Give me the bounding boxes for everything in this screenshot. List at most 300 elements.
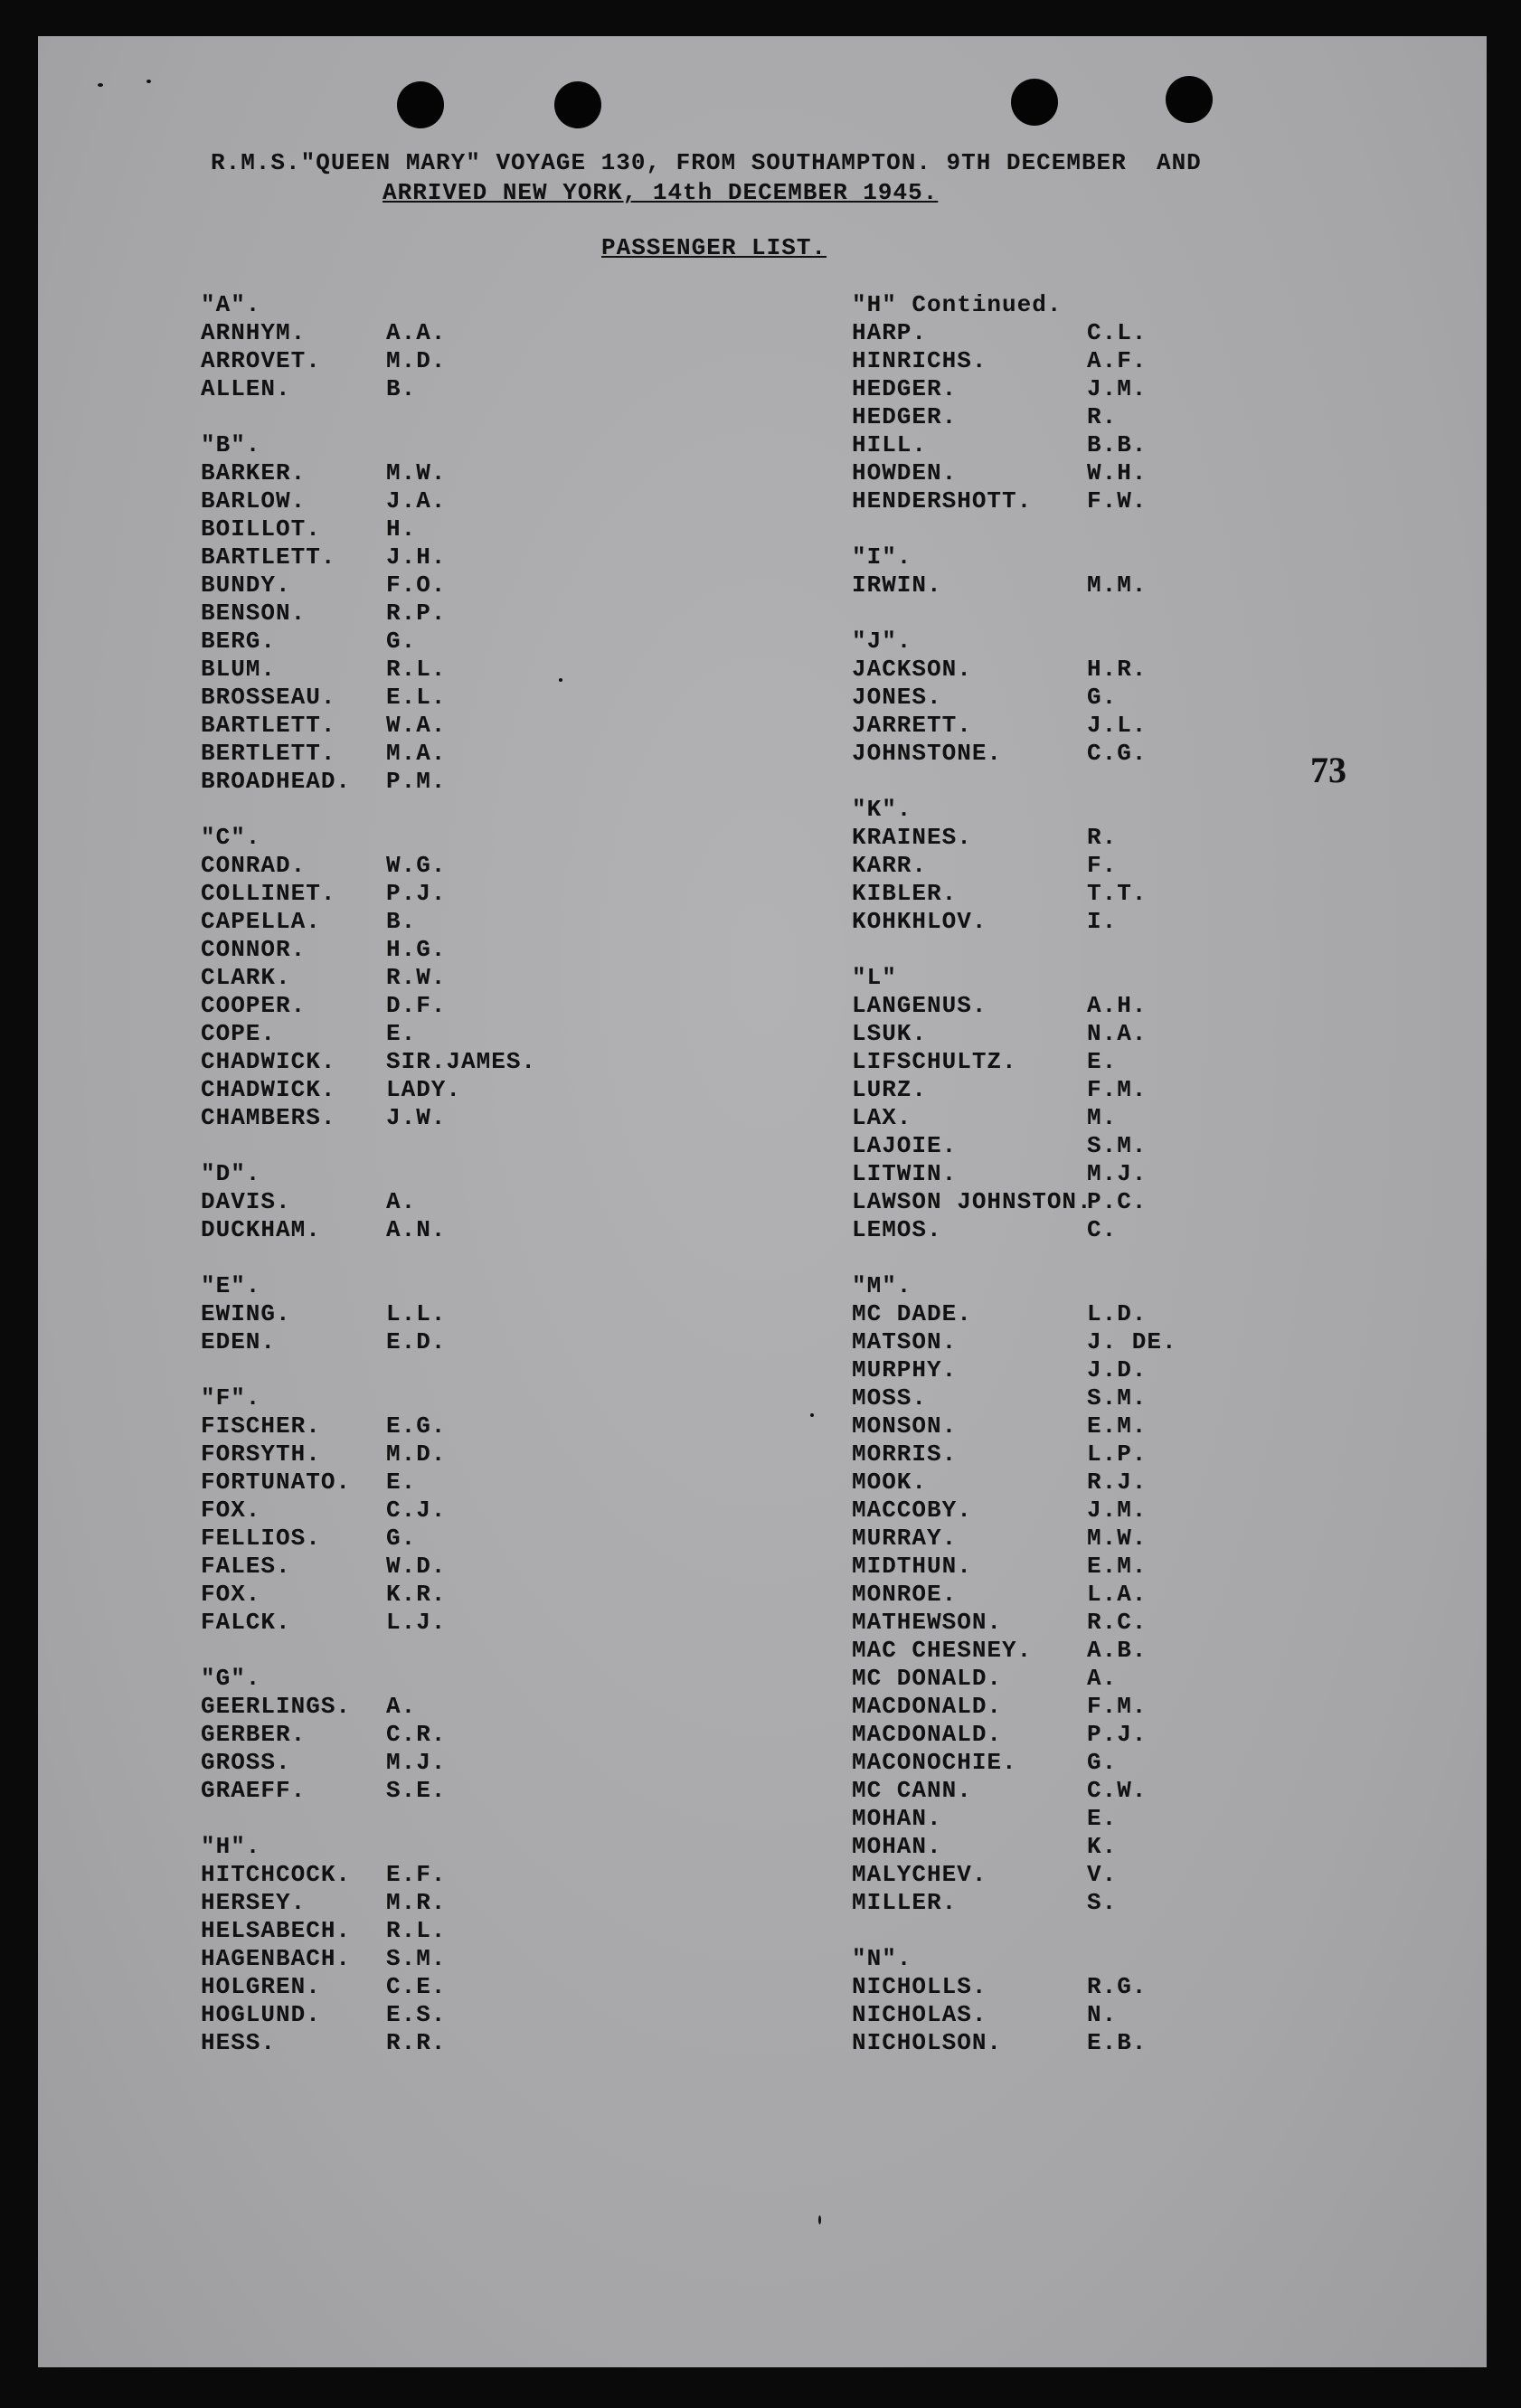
passenger-entry <box>201 487 536 515</box>
passenger-entry <box>852 1300 1177 1328</box>
section-gap <box>852 936 1177 964</box>
passenger-surname: CHADWICK. <box>201 1076 336 1103</box>
passenger-surname: MURPHY. <box>852 1356 958 1383</box>
passenger-entry <box>852 2001 1177 2029</box>
passenger-surname: LSUK. <box>852 1020 928 1047</box>
passenger-entry <box>201 1777 536 1805</box>
passenger-surname: MC DONALD. <box>852 1665 1003 1692</box>
passenger-initials: M.W. <box>386 459 447 486</box>
passenger-entry <box>201 1104 536 1132</box>
passenger-entry <box>201 2029 536 2057</box>
passenger-entry <box>852 1328 1177 1356</box>
passenger-surname: FISCHER. <box>201 1412 321 1440</box>
passenger-surname: BERTLETT. <box>201 740 336 767</box>
passenger-surname: HILL. <box>852 431 928 458</box>
passenger-initials: L.P. <box>1087 1440 1148 1468</box>
passenger-surname: ARNHYM. <box>201 319 307 346</box>
punch-hole-4 <box>1166 76 1213 123</box>
passenger-initials: J.M. <box>1087 375 1148 402</box>
section-letter-header: "I". <box>852 543 912 571</box>
passenger-surname: LANGENUS. <box>852 992 987 1019</box>
passenger-surname: ARROVET. <box>201 347 321 374</box>
passenger-entry <box>852 1889 1177 1917</box>
passenger-entry <box>201 768 536 796</box>
passenger-initials: R.L. <box>386 656 447 683</box>
passenger-entry <box>852 1048 1177 1076</box>
passenger-entry <box>852 1833 1177 1861</box>
passenger-surname: LAJOIE. <box>852 1132 958 1159</box>
page-number: 73 <box>1310 750 1346 790</box>
passenger-surname: MILLER. <box>852 1889 958 1916</box>
passenger-entry <box>201 1581 536 1609</box>
passenger-surname: FELLIOS. <box>201 1525 321 1552</box>
passenger-initials: F.M. <box>1087 1076 1148 1103</box>
passenger-entry <box>852 2029 1177 2057</box>
passenger-initials: J. DE. <box>1087 1328 1177 1355</box>
passenger-entry <box>852 1497 1177 1525</box>
section-letter-header: "G". <box>201 1665 261 1692</box>
passenger-surname: JARRETT. <box>852 712 972 739</box>
passenger-surname: HAGENBACH. <box>201 1945 352 1972</box>
ink-speck <box>146 80 151 83</box>
passenger-entry <box>852 1665 1177 1693</box>
passenger-entry <box>201 1917 536 1945</box>
passenger-entry <box>201 852 536 880</box>
passenger-initials: S. <box>1087 1889 1118 1916</box>
passenger-initials: P.J. <box>386 880 447 907</box>
passenger-initials: R.W. <box>386 964 447 991</box>
ink-speck <box>810 1413 814 1417</box>
passenger-entry <box>201 656 536 684</box>
passenger-initials: W.H. <box>1087 459 1148 486</box>
passenger-surname: BARLOW. <box>201 487 307 515</box>
section-gap <box>852 600 1177 628</box>
document-title-line-2: ARRIVED NEW YORK, 14th DECEMBER 1945. <box>383 179 939 206</box>
passenger-initials: L.J. <box>386 1609 447 1636</box>
passenger-surname: CHAMBERS. <box>201 1104 336 1131</box>
passenger-initials: R.R. <box>386 2029 447 2056</box>
passenger-entry <box>852 1412 1177 1440</box>
passenger-surname: FOX. <box>201 1581 261 1608</box>
passenger-entry <box>201 1721 536 1749</box>
passenger-initials: M.D. <box>386 1440 447 1468</box>
passenger-initials: SIR.JAMES. <box>386 1048 537 1075</box>
passenger-initials: R.C. <box>1087 1609 1148 1636</box>
passenger-entry <box>201 992 536 1020</box>
passenger-initials: A. <box>1087 1665 1118 1692</box>
passenger-surname: MATSON. <box>852 1328 958 1355</box>
passenger-initials: E.L. <box>386 684 447 711</box>
section-letter-header: "H". <box>201 1833 261 1860</box>
passenger-initials: J.A. <box>386 487 447 515</box>
passenger-surname: MC CANN. <box>852 1777 972 1804</box>
passenger-entry <box>201 1412 536 1440</box>
passenger-initials: W.A. <box>386 712 447 739</box>
passenger-initials: D.F. <box>386 992 447 1019</box>
passenger-initials: G. <box>386 628 417 655</box>
passenger-initials: F.W. <box>1087 487 1148 515</box>
passenger-surname: KOHKHLOV. <box>852 908 987 935</box>
passenger-entry <box>201 1973 536 2001</box>
passenger-surname: COPE. <box>201 1020 277 1047</box>
passenger-surname: FORSYTH. <box>201 1440 321 1468</box>
passenger-entry <box>201 1497 536 1525</box>
passenger-entry <box>201 684 536 712</box>
passenger-surname: FALES. <box>201 1553 291 1580</box>
passenger-surname: MIDTHUN. <box>852 1553 972 1580</box>
passenger-initials: K.R. <box>386 1581 447 1608</box>
passenger-entry <box>852 1525 1177 1553</box>
passenger-entry <box>852 1805 1177 1833</box>
passenger-surname: MACDONALD. <box>852 1693 1003 1720</box>
passenger-entry <box>201 1020 536 1048</box>
passenger-surname: EDEN. <box>201 1328 277 1355</box>
passenger-surname: MOOK. <box>852 1468 928 1496</box>
passenger-surname: BLUM. <box>201 656 277 683</box>
passenger-surname: JOHNSTONE. <box>852 740 1003 767</box>
ink-speck <box>559 678 562 682</box>
passenger-surname: HENDERSHOTT. <box>852 487 1033 515</box>
passenger-initials: E.G. <box>386 1412 447 1440</box>
passenger-surname: LAWSON JOHNSTON. <box>852 1188 1092 1215</box>
passenger-list-heading: PASSENGER LIST. <box>601 234 827 261</box>
passenger-surname: MONROE. <box>852 1581 958 1608</box>
passenger-surname: HELSABECH. <box>201 1917 352 1944</box>
passenger-surname: COOPER. <box>201 992 307 1019</box>
passenger-initials: M.D. <box>386 347 447 374</box>
passenger-surname: BUNDY. <box>201 571 291 599</box>
passenger-surname: BROADHEAD. <box>201 768 352 795</box>
punch-hole-1 <box>397 81 444 128</box>
punch-hole-2 <box>554 81 601 128</box>
passenger-entry <box>852 1749 1177 1777</box>
passenger-initials: L.D. <box>1087 1300 1148 1327</box>
passenger-entry <box>201 712 536 740</box>
section-gap <box>201 1805 536 1833</box>
passenger-surname: HOLGREN. <box>201 1973 321 2000</box>
passenger-initials: S.M. <box>1087 1384 1148 1412</box>
passenger-entry <box>201 1889 536 1917</box>
passenger-surname: BOILLOT. <box>201 515 321 543</box>
passenger-initials: M.J. <box>1087 1160 1148 1187</box>
passenger-surname: KARR. <box>852 852 928 879</box>
passenger-entry <box>201 543 536 571</box>
passenger-entry <box>201 319 536 347</box>
passenger-entry <box>852 375 1177 403</box>
passenger-entry <box>201 1468 536 1497</box>
passenger-entry <box>852 684 1177 712</box>
passenger-initials: H.R. <box>1087 656 1148 683</box>
passenger-surname: LAX. <box>852 1104 912 1131</box>
passenger-surname: HERSEY. <box>201 1889 307 1916</box>
passenger-initials: R. <box>1087 824 1118 851</box>
passenger-initials: E.F. <box>386 1861 447 1888</box>
passenger-initials: S.M. <box>386 1945 447 1972</box>
passenger-initials: W.D. <box>386 1553 447 1580</box>
passenger-entry <box>852 1468 1177 1497</box>
passenger-initials: A. <box>386 1188 417 1215</box>
passenger-entry <box>852 1973 1177 2001</box>
passenger-initials: P.J. <box>1087 1721 1148 1748</box>
passenger-surname: CAPELLA. <box>201 908 321 935</box>
passenger-surname: BARTLETT. <box>201 712 336 739</box>
passenger-entry <box>201 1945 536 1973</box>
passenger-initials: E.S. <box>386 2001 447 2028</box>
passenger-initials: M.A. <box>386 740 447 767</box>
passenger-surname: MACONOCHIE. <box>852 1749 1017 1776</box>
passenger-surname: JONES. <box>852 684 942 711</box>
passenger-entry <box>201 571 536 600</box>
passenger-surname: BROSSEAU. <box>201 684 336 711</box>
passenger-entry <box>852 1553 1177 1581</box>
passenger-initials: E.B. <box>1087 2029 1148 2056</box>
passenger-entry <box>852 656 1177 684</box>
passenger-entry <box>852 403 1177 431</box>
passenger-surname: COLLINET. <box>201 880 336 907</box>
passenger-entry <box>201 375 536 403</box>
right-column-passengers <box>852 291 1177 2057</box>
passenger-surname: HITCHCOCK. <box>201 1861 352 1888</box>
section-letter-header: "A". <box>201 291 261 318</box>
passenger-initials: E. <box>1087 1048 1118 1075</box>
passenger-surname: ALLEN. <box>201 375 291 402</box>
passenger-initials: J.M. <box>1087 1497 1148 1524</box>
passenger-entry <box>852 880 1177 908</box>
passenger-entry <box>852 1861 1177 1889</box>
passenger-initials: F.O. <box>386 571 447 599</box>
passenger-initials: R.G. <box>1087 1973 1148 2000</box>
passenger-initials: S.E. <box>386 1777 447 1804</box>
passenger-initials: E. <box>386 1020 417 1047</box>
passenger-initials: P.C. <box>1087 1188 1148 1215</box>
passenger-initials: K. <box>1087 1833 1118 1860</box>
passenger-entry <box>201 1076 536 1104</box>
passenger-entry <box>852 1216 1177 1244</box>
section-letter-header: "F". <box>201 1384 261 1412</box>
passenger-surname: CONNOR. <box>201 936 307 963</box>
passenger-entry <box>852 1384 1177 1412</box>
passenger-entry <box>201 1861 536 1889</box>
passenger-entry <box>852 1356 1177 1384</box>
passenger-initials: J.L. <box>1087 712 1148 739</box>
section-gap <box>201 796 536 824</box>
passenger-surname: MONSON. <box>852 1412 958 1440</box>
passenger-surname: HOWDEN. <box>852 459 958 486</box>
passenger-initials: M.R. <box>386 1889 447 1916</box>
passenger-entry <box>201 1328 536 1356</box>
passenger-surname: BENSON. <box>201 600 307 627</box>
passenger-surname: LIFSCHULTZ. <box>852 1048 1017 1075</box>
passenger-initials: P.M. <box>386 768 447 795</box>
passenger-surname: FORTUNATO. <box>201 1468 352 1496</box>
passenger-entry <box>852 1721 1177 1749</box>
passenger-entry <box>852 1160 1177 1188</box>
passenger-surname: LITWIN. <box>852 1160 958 1187</box>
passenger-initials: C.W. <box>1087 1777 1148 1804</box>
passenger-initials: M. <box>1087 1104 1118 1131</box>
passenger-entry <box>852 1020 1177 1048</box>
passenger-initials: J.H. <box>386 543 447 571</box>
passenger-initials: E. <box>1087 1805 1118 1832</box>
passenger-surname: KRAINES. <box>852 824 972 851</box>
passenger-initials: C.L. <box>1087 319 1148 346</box>
passenger-entry <box>201 1440 536 1468</box>
passenger-entry <box>852 1132 1177 1160</box>
passenger-entry <box>201 1525 536 1553</box>
section-letter-header: "B". <box>201 431 261 458</box>
section-gap <box>201 1244 536 1272</box>
passenger-entry <box>852 712 1177 740</box>
section-letter-header: "N". <box>852 1945 912 1972</box>
passenger-initials: A. <box>386 1693 417 1720</box>
passenger-entry <box>852 431 1177 459</box>
passenger-surname: MACDONALD. <box>852 1721 1003 1748</box>
passenger-initials: M.W. <box>1087 1525 1148 1552</box>
section-letter-header: "D". <box>201 1160 261 1187</box>
passenger-entry <box>201 2001 536 2029</box>
section-letter-header: "M". <box>852 1272 912 1299</box>
passenger-entry <box>201 1216 536 1244</box>
passenger-surname: JACKSON. <box>852 656 972 683</box>
passenger-surname: DUCKHAM. <box>201 1216 321 1243</box>
section-letter-header: "J". <box>852 628 912 655</box>
passenger-entry <box>852 1076 1177 1104</box>
passenger-initials: E.M. <box>1087 1553 1148 1580</box>
passenger-entry <box>201 515 536 543</box>
section-gap <box>201 403 536 431</box>
passenger-entry <box>201 600 536 628</box>
passenger-surname: LEMOS. <box>852 1216 942 1243</box>
passenger-initials: H. <box>386 515 417 543</box>
passenger-surname: NICHOLLS. <box>852 1973 987 2000</box>
passenger-surname: NICHOLSON. <box>852 2029 1003 2056</box>
passenger-initials: J.W. <box>386 1104 447 1131</box>
passenger-initials: A.N. <box>386 1216 447 1243</box>
passenger-entry <box>201 459 536 487</box>
passenger-surname: HESS. <box>201 2029 277 2056</box>
passenger-initials: A.H. <box>1087 992 1148 1019</box>
section-gap <box>201 1356 536 1384</box>
passenger-initials: C.E. <box>386 1973 447 2000</box>
punch-hole-3 <box>1011 79 1058 126</box>
left-column-passengers <box>201 291 536 2057</box>
passenger-surname: GERBER. <box>201 1721 307 1748</box>
passenger-initials: B.B. <box>1087 431 1148 458</box>
passenger-entry <box>201 964 536 992</box>
passenger-entry <box>201 1693 536 1721</box>
passenger-initials: I. <box>1087 908 1118 935</box>
passenger-surname: FALCK. <box>201 1609 291 1636</box>
passenger-surname: MOSS. <box>852 1384 928 1412</box>
passenger-initials: R.J. <box>1087 1468 1148 1496</box>
passenger-entry <box>852 852 1177 880</box>
passenger-initials: C.R. <box>386 1721 447 1748</box>
passenger-surname: CLARK. <box>201 964 291 991</box>
passenger-surname: HINRICHS. <box>852 347 987 374</box>
passenger-entry <box>201 628 536 656</box>
passenger-surname: EWING. <box>201 1300 291 1327</box>
section-gap <box>852 1244 1177 1272</box>
passenger-entry <box>201 1048 536 1076</box>
passenger-surname: HOGLUND. <box>201 2001 321 2028</box>
passenger-entry <box>852 487 1177 515</box>
passenger-surname: BARKER. <box>201 459 307 486</box>
passenger-initials: R.P. <box>386 600 447 627</box>
passenger-surname: BERG. <box>201 628 277 655</box>
ink-speck <box>818 2215 821 2224</box>
passenger-initials: G. <box>1087 684 1118 711</box>
passenger-entry <box>201 347 536 375</box>
passenger-initials: M.J. <box>386 1749 447 1776</box>
ink-speck <box>98 83 103 87</box>
passenger-entry <box>201 1300 536 1328</box>
passenger-entry <box>201 1188 536 1216</box>
section-letter-header: "H" Continued. <box>852 291 1063 318</box>
passenger-initials: G. <box>1087 1749 1118 1776</box>
section-gap <box>201 1637 536 1665</box>
passenger-initials: C.G. <box>1087 740 1148 767</box>
passenger-surname: NICHOLAS. <box>852 2001 987 2028</box>
passenger-initials: A.F. <box>1087 347 1148 374</box>
passenger-initials: N.A. <box>1087 1020 1148 1047</box>
section-gap <box>201 1132 536 1160</box>
passenger-surname: GROSS. <box>201 1749 291 1776</box>
passenger-surname: CONRAD. <box>201 852 307 879</box>
passenger-entry <box>852 319 1177 347</box>
passenger-surname: CHADWICK. <box>201 1048 336 1075</box>
passenger-initials: A.A. <box>386 319 447 346</box>
passenger-surname: HEDGER. <box>852 403 958 430</box>
passenger-entry <box>852 459 1177 487</box>
section-gap <box>852 768 1177 796</box>
passenger-initials: B. <box>386 375 417 402</box>
passenger-surname: IRWIN. <box>852 571 942 599</box>
passenger-entry <box>852 1440 1177 1468</box>
passenger-surname: MORRIS. <box>852 1440 958 1468</box>
passenger-initials: E. <box>386 1468 417 1496</box>
passenger-entry <box>852 1104 1177 1132</box>
passenger-entry <box>852 1609 1177 1637</box>
passenger-entry <box>852 571 1177 600</box>
passenger-initials: F.M. <box>1087 1693 1148 1720</box>
passenger-surname: MATHEWSON. <box>852 1609 1003 1636</box>
passenger-surname: HARP. <box>852 319 928 346</box>
passenger-initials: E.M. <box>1087 1412 1148 1440</box>
passenger-surname: MOHAN. <box>852 1805 942 1832</box>
passenger-entry <box>852 347 1177 375</box>
passenger-initials: E.D. <box>386 1328 447 1355</box>
passenger-surname: BARTLETT. <box>201 543 336 571</box>
passenger-initials: C.J. <box>386 1497 447 1524</box>
section-letter-header: "E". <box>201 1272 261 1299</box>
passenger-entry <box>201 880 536 908</box>
document-title-line-1: R.M.S."QUEEN MARY" VOYAGE 130, FROM SOUTHAMPTON. 9TH DECEMBER AND <box>211 149 1202 176</box>
passenger-entry <box>852 992 1177 1020</box>
passenger-surname: MACCOBY. <box>852 1497 972 1524</box>
section-gap <box>852 1917 1177 1945</box>
passenger-surname: DAVIS. <box>201 1188 291 1215</box>
passenger-surname: MAC CHESNEY. <box>852 1637 1033 1664</box>
passenger-entry <box>201 1553 536 1581</box>
passenger-initials: H.G. <box>386 936 447 963</box>
passenger-initials: R.L. <box>386 1917 447 1944</box>
passenger-surname: GRAEFF. <box>201 1777 307 1804</box>
passenger-initials: T.T. <box>1087 880 1148 907</box>
passenger-initials: F. <box>1087 852 1118 879</box>
passenger-surname: GEERLINGS. <box>201 1693 352 1720</box>
passenger-entry <box>852 1188 1177 1216</box>
passenger-initials: L.A. <box>1087 1581 1148 1608</box>
